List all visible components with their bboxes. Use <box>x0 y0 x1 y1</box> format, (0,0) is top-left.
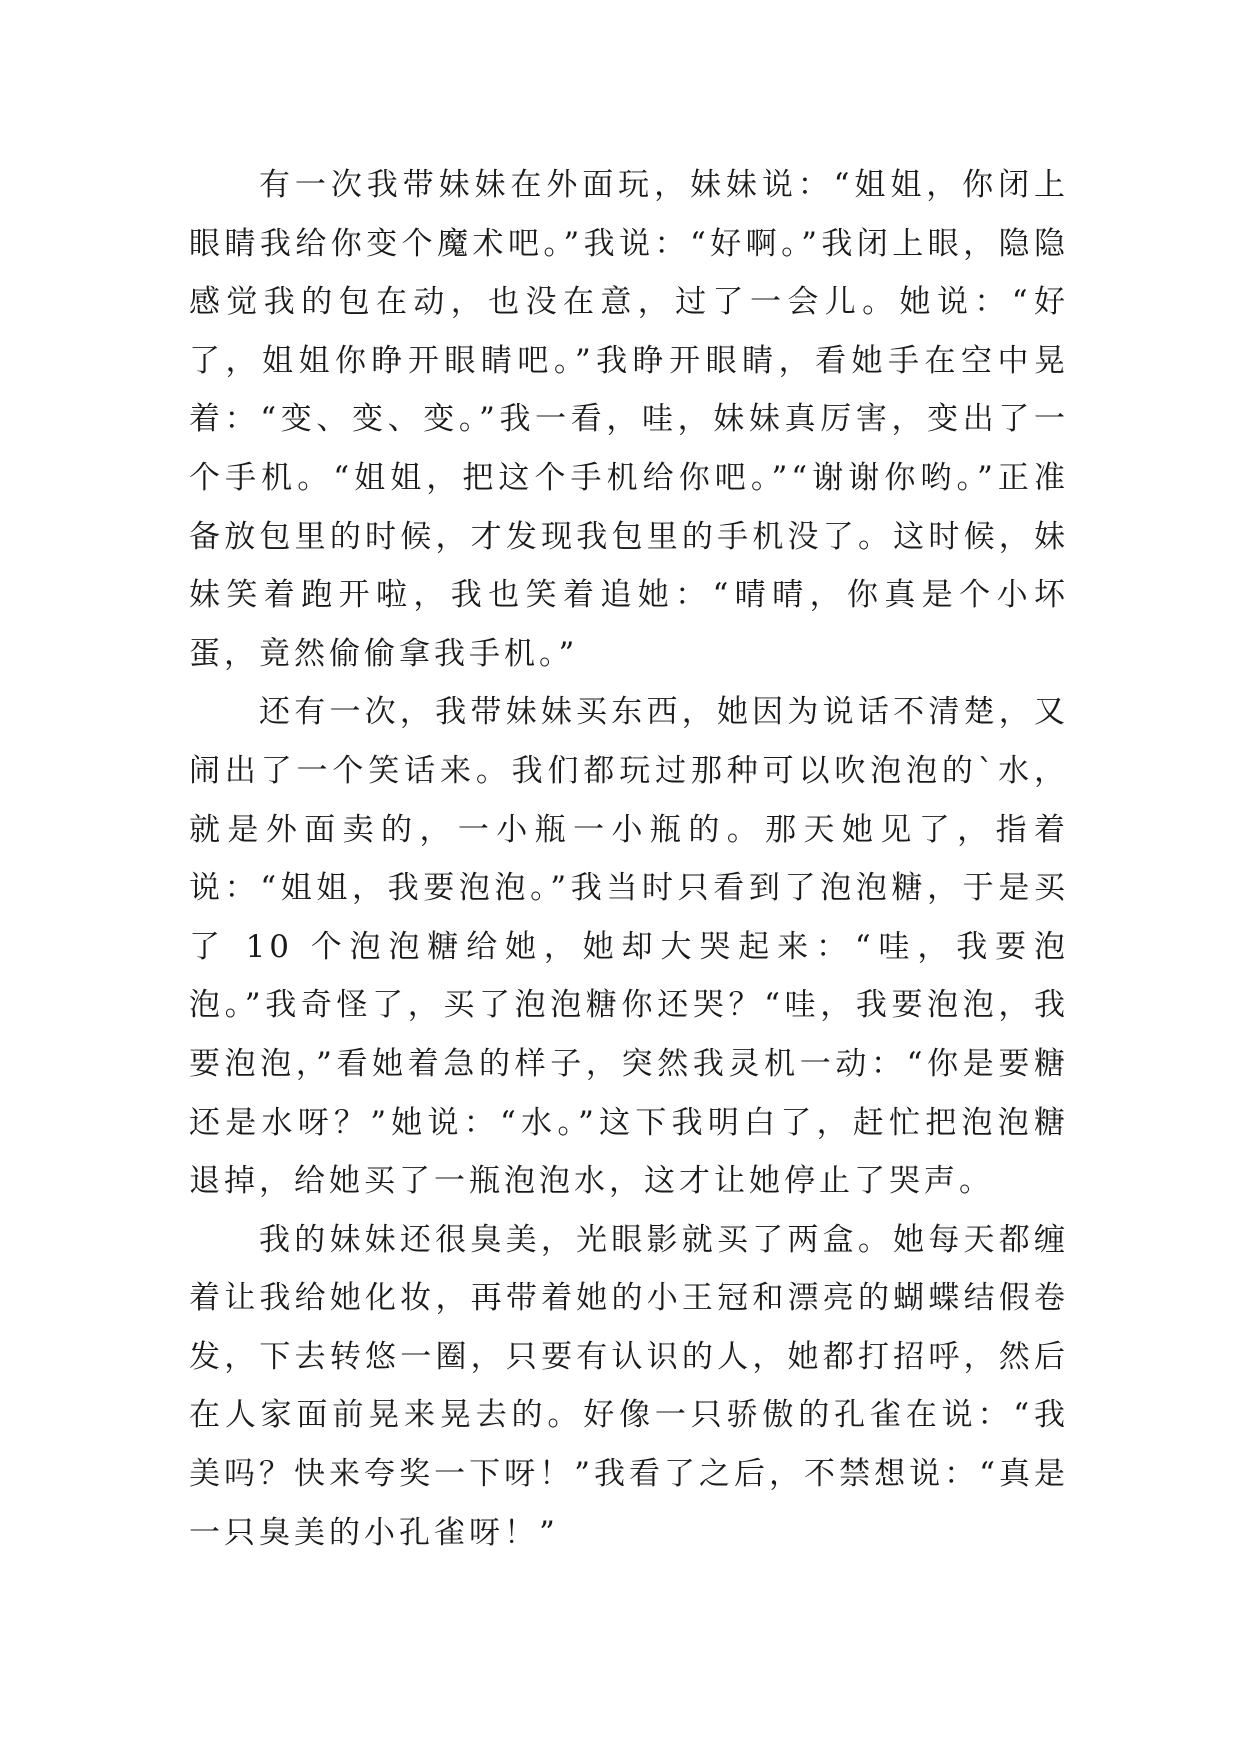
paragraph-2: 还有一次，我带妹妹买东西，她因为说话不清楚，又闹出了一个笑话来。我们都玩过那种可以吹泡泡的`水，就是外面卖的，一小瓶一小瓶的。那天她见了，指着说：“姐姐，我要泡泡。”我当时只看到了泡泡糖，于是买了 10 个泡泡糖给她，她却大哭起来：“哇，我要泡泡。”我奇怪了，买了泡泡糖你还哭？“哇，我要泡泡，我要泡泡，”看她着急的样子，突然我灵机一动：“你是要糖还是水呀？”她说：“水。”这下我明白了，赶忙把泡泡糖退掉，给她买了一瓶泡泡水，这才让她停止了哭声。 <box>189 694 1069 1200</box>
document-body <box>189 156 1069 1562</box>
paragraph-3: 我的妹妹还很臭美，光眼影就买了两盒。她每天都缠着让我给她化妆，再带着她的小王冠和漂亮的蝴蝶结假卷发，下去转悠一圈，只要有认识的人，她都打招呼，然后在人家面前晃来晃去的。好像一只骄傲的孔雀在说：“我美吗？快来夸奖一下呀！”我看了之后，不禁想说：“真是一只臭美的小孔雀呀！” <box>189 1221 1069 1551</box>
paragraph-1: 有一次我带妹妹在外面玩，妹妹说：“姐姐，你闭上眼睛我给你变个魔术吧。”我说：“好啊。”我闭上眼，隐隐感觉我的包在动，也没在意，过了一会儿。她说：“好了，姐姐你睁开眼睛吧。”我睁开眼睛，看她手在空中晃着：“变、变、变。”我一看，哇，妹妹真厉害，变出了一个手机。“姐姐，把这个手机给你吧。”“谢谢你哟。”正准备放包里的时候，才发现我包里的手机没了。这时候，妹妹笑着跑开啦，我也笑着追她：“晴晴，你真是个小坏蛋，竟然偷偷拿我手机。” <box>189 167 1069 672</box>
